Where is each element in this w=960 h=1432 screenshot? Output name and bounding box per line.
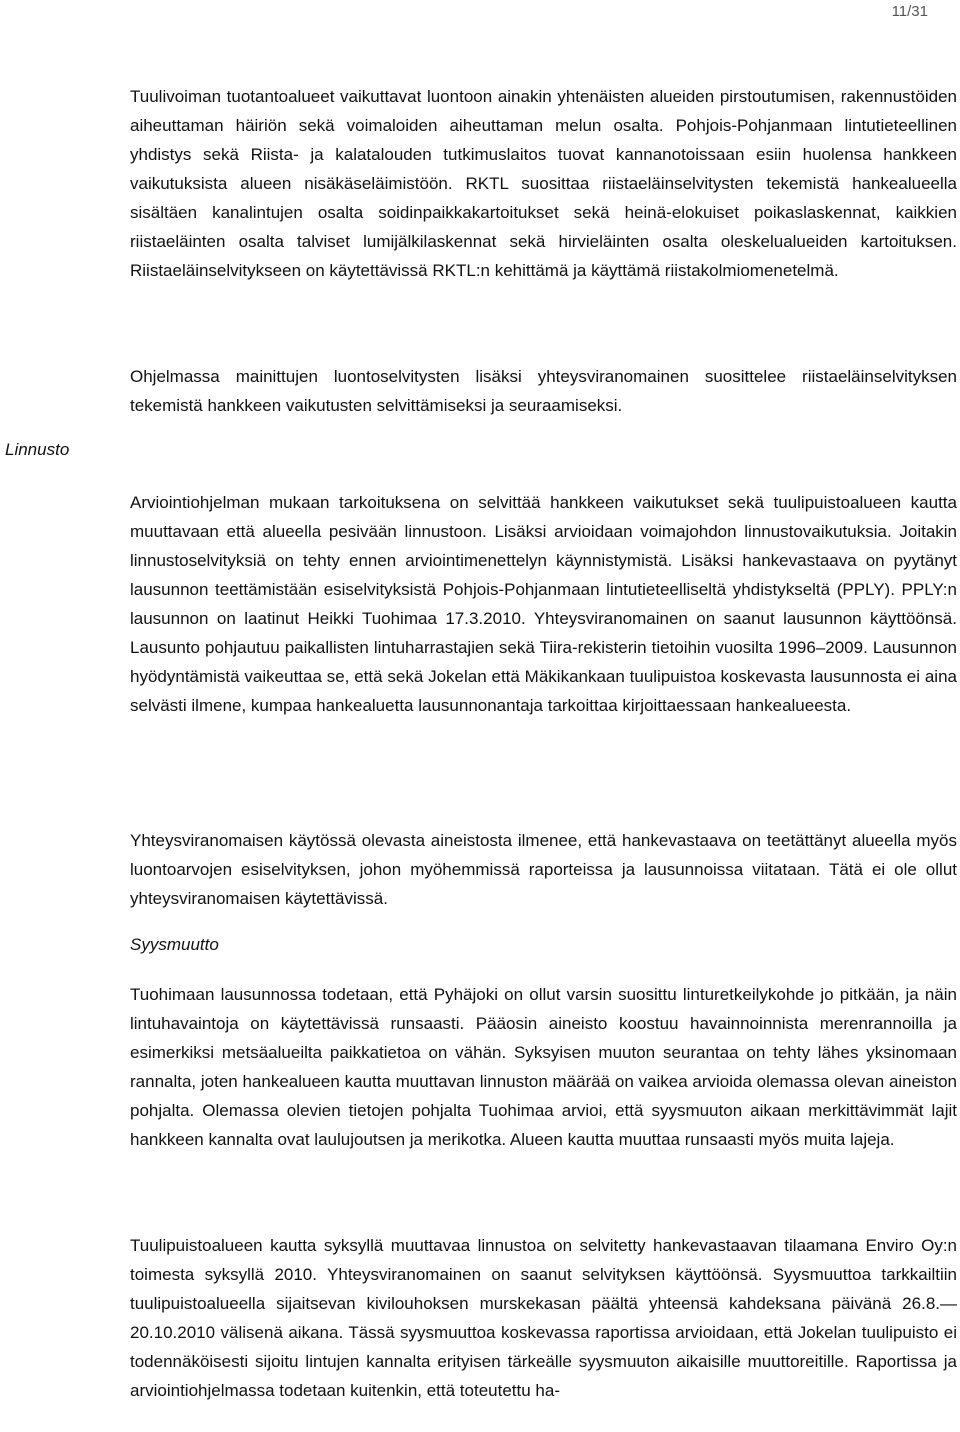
paragraph: Tuohimaan lausunnossa todetaan, että Pyhäjoki on ollut varsin suosittu linturetkeilykohde jo pitkään, ja näin lintuhavaintoja on käytettävissä runsaasti. Pääosin aineisto koostuu havainnoinnista merenrannoilla ja esimerkiksi metsäalueilta paikkatietoa on vähän. Syksyisen muuton seurantaa on tehty lähes yksinomaan rannalta, joten hankealueen kautta muuttavan linnuston määrää on vaikea arvioida olemassa olevan aineiston pohjalta. Olemassa olevien tietojen pohjalta Tuohimaa arvioi, että syysmuuton aikaan merkittävimmät lajit hankkeen kannalta ovat laulujoutsen ja merikotka. Alueen kautta muuttaa runsaasti myös muita lajeja.	[130, 985, 957, 1149]
paragraph-block-3	[130, 488, 957, 720]
paragraph-block-4	[130, 826, 957, 913]
paragraph: Tuulipuistoalueen kautta syksyllä muuttavaa linnustoa on selvitetty hankevastaavan tilaamana Enviro Oy:n toimesta syksyllä 2010. Yhteysviranomainen on saanut selvityksen käyttöönsä. Syysmuuttoa tarkkailtiin tuulipuistoalueella sijaitsevan kivilouhoksen murskekasan päältä yhteensä kahdeksana päivänä 26.8.—20.10.2010 välisenä aikana. Tässä syysmuuttoa koskevassa raportissa arvioidaan, että Jokelan tuulipuisto ei todennäköisesti sijoitu lintujen kannalta erityisen tärkeälle syysmuuton aikaisille muuttoreitille. Raportissa ja arviointiohjelmassa todetaan kuitenkin, että toteutettu ha-	[130, 1236, 957, 1400]
section-label-linnusto: Linnusto	[5, 440, 70, 459]
paragraph: Tuulivoiman tuotantoalueet vaikuttavat luontoon ainakin yhtenäisten alueiden pirstoutumisen, rakennustöiden aiheuttaman häiriön sekä voimaloiden aiheuttaman melun osalta. Pohjois-Pohjanmaan lintutieteellinen yhdistys sekä Riista- ja kalatalouden tutkimuslaitos tuovat kannanotoissaan esiin huolensa hankkeen vaikutuksista alueen nisäkäseläimistöön. RKTL suosittaa riistaeläinselvitysten tekemistä hankealueella sisältäen kanalintujen osalta soidinpaikkakartoitukset sekä heinä-elokuiset poikaslaskennat, kaikkien riistaeläinten osalta talviset lumijälkilaskennat sekä hirvieläinten osalta oleskelualueiden kartoituksen. Riistaeläinselvitykseen on käytettävissä RKTL:n kehittämä ja käyttämä riistakolmiomenetelmä.	[130, 87, 957, 280]
paragraph-block-6	[130, 1231, 957, 1405]
paragraph: Ohjelmassa mainittujen luontoselvitysten lisäksi yhteysviranomainen suosittelee riistaeläinselvityksen tekemistä hankkeen vaikutusten selvittämiseksi ja seuraamiseksi.	[130, 367, 957, 415]
paragraph: Arviointiohjelman mukaan tarkoituksena on selvittää hankkeen vaikutukset sekä tuulipuistoalueen kautta muuttavaan että alueella pesivään linnustoon. Lisäksi arvioidaan voimajohdon linnustovaikutuksia. Joitakin linnustoselvityksiä on tehty ennen arviointimenettelyn käynnistymistä. Lisäksi hankevastaava on pyytänyt lausunnon teettämistään esiselvityksistä Pohjois-Pohjanmaan lintutieteelliseltä yhdistykseltä (PPLY). PPLY:n lausunnon on laatinut Heikki Tuohimaa 17.3.2010. Yhteysviranomainen on saanut lausunnon käyttöönsä. Lausunto pohjautuu paikallisten lintuharrastajien sekä Tiira-rekisterin tietoihin vuosilta 1996–2009. Lausunnon hyödyntämistä vaikeuttaa se, että sekä Jokelan että Mäkikankaan tuulipuistoa koskevasta lausunnosta ei aina selvästi ilmene, kumpaa hankealuetta lausunnonantaja tarkoittaa kirjoittaessaan hankealueesta.	[130, 493, 957, 715]
page-number: 11/31	[891, 3, 928, 20]
paragraph: Yhteysviranomaisen käytössä olevasta aineistosta ilmenee, että hankevastaava on teetättänyt alueella myös luontoarvojen esiselvityksen, johon myöhemmissä raporteissa ja lausunnoissa viitataan. Tätä ei ole ollut yhteysviranomaisen käytettävissä.	[130, 831, 957, 908]
subheading-syysmuutto: Syysmuutto	[130, 935, 219, 954]
subheading-block	[130, 930, 957, 959]
paragraph-block-1	[130, 82, 957, 285]
paragraph-block-2	[130, 362, 957, 420]
paragraph-block-5	[130, 980, 957, 1154]
